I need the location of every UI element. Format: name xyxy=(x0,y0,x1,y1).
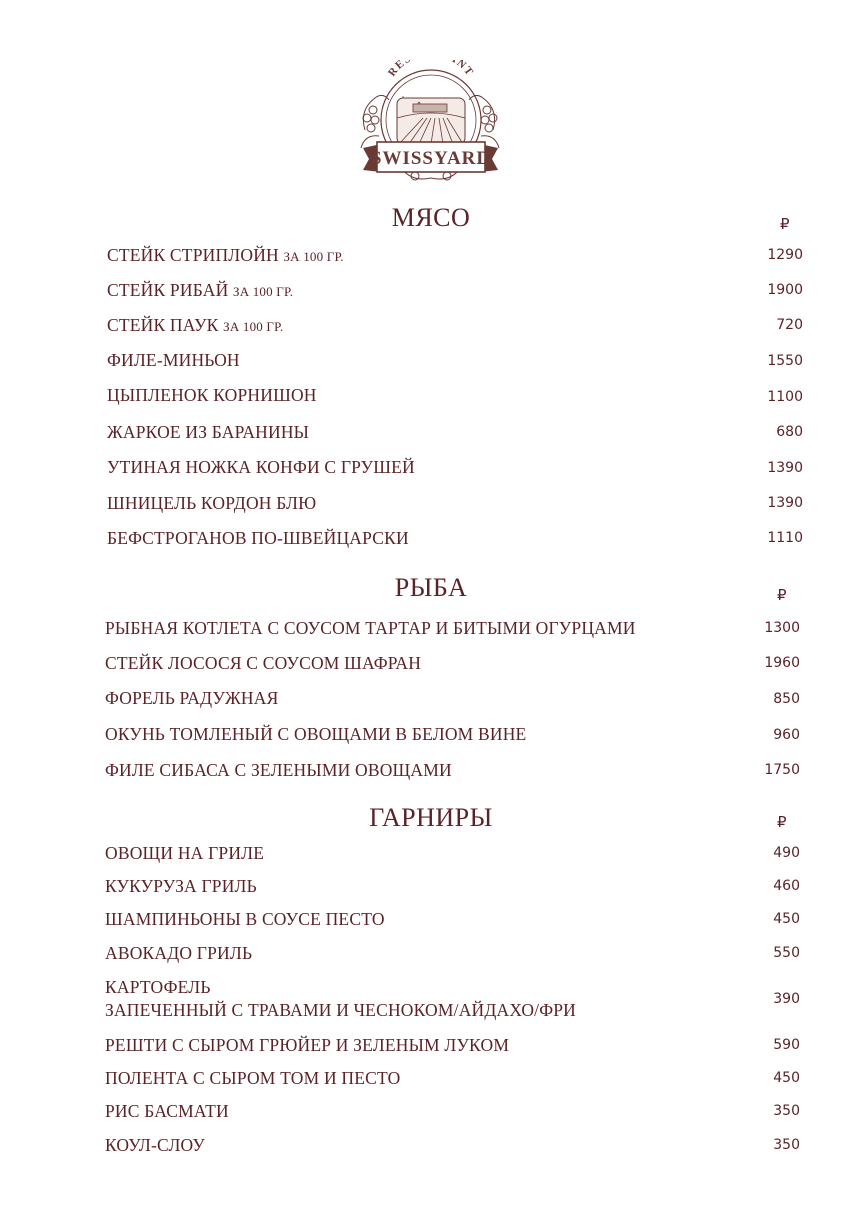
logo-top-text: RE NT xyxy=(386,60,476,79)
item-price: 1550 xyxy=(767,353,803,369)
list-item: АВОКАДО ГРИЛЬ xyxy=(105,943,253,963)
item-price: 1300 xyxy=(764,620,800,636)
list-item: ШАМПИНЬОНЫ В СОУСЕ ПЕСТО xyxy=(105,909,385,929)
list-item: РЕШТИ С СЫРОМ ГРЮЙЕР И ЗЕЛЕНЫМ ЛУКОМ xyxy=(105,1035,510,1055)
item-price: 1100 xyxy=(767,389,803,405)
list-item: ОКУНЬ ТОМЛЕНЫЙ С ОВОЩАМИ В БЕЛОМ ВИНЕ xyxy=(105,724,527,744)
item-price: 1390 xyxy=(767,495,803,511)
list-item: ЦЫПЛЕНОК КОРНИШОН xyxy=(107,385,317,405)
item-price: 460 xyxy=(773,878,800,894)
list-item: ЖАРКОЕ ИЗ БАРАНИНЫ xyxy=(107,422,310,442)
item-price: 1750 xyxy=(764,762,800,778)
section-title-sides: ГАРНИРЫ xyxy=(369,803,493,832)
list-item: СТЕЙК СТРИПЛОЙН ЗА 100 ГР. xyxy=(107,245,344,265)
list-item: ПОЛЕНТА С СЫРОМ ТОМ И ПЕСТО xyxy=(105,1068,401,1088)
item-price: 1960 xyxy=(764,655,800,671)
item-price: 490 xyxy=(773,845,800,861)
list-item: СТЕЙК ПАУК ЗА 100 ГР. xyxy=(107,315,284,335)
item-price: 1900 xyxy=(767,282,803,298)
list-item: ФИЛЕ-МИНЬОН xyxy=(107,350,240,370)
logo-brand-text: SWISSYARD xyxy=(370,148,492,169)
currency-symbol: ₽ xyxy=(777,813,787,831)
list-item: КУКУРУЗА ГРИЛЬ xyxy=(105,876,257,896)
list-item: УТИНАЯ НОЖКА КОНФИ С ГРУШЕЙ xyxy=(107,457,415,477)
currency-symbol: ₽ xyxy=(777,586,787,604)
item-price: 1110 xyxy=(767,530,803,546)
list-item: РЫБНАЯ КОТЛЕТА С СОУСОМ ТАРТАР И БИТЫМИ ОГУРЦАМИ xyxy=(105,618,636,638)
restaurant-logo xyxy=(353,60,508,190)
list-item: СТЕЙК ЛОСОСЯ С СОУСОМ ШАФРАН xyxy=(105,653,422,673)
list-item: СТЕЙК РИБАЙ ЗА 100 ГР. xyxy=(107,280,294,300)
item-price: 1290 xyxy=(767,247,803,263)
list-item: БЕФСТРОГАНОВ ПО-ШВЕЙЦАРСКИ xyxy=(107,528,409,548)
list-item: ФОРЕЛЬ РАДУЖНАЯ xyxy=(105,688,279,708)
item-price: 1390 xyxy=(767,460,803,476)
item-price: 450 xyxy=(773,911,800,927)
list-item: ШНИЦЕЛЬ КОРДОН БЛЮ xyxy=(107,493,317,513)
section-title-meat: МЯСО xyxy=(391,203,471,232)
item-price: 350 xyxy=(773,1103,800,1119)
item-price: 450 xyxy=(773,1070,800,1086)
list-item: ФИЛЕ СИБАСА С ЗЕЛЕНЫМИ ОВОЩАМИ xyxy=(105,760,452,780)
list-item: ОВОЩИ НА ГРИЛЕ xyxy=(105,843,265,863)
list-item: РИС БАСМАТИ xyxy=(105,1101,229,1121)
item-price: 960 xyxy=(773,727,800,743)
list-item: КАРТОФЕЛЬ ЗАПЕЧЕННЫЙ С ТРАВАМИ И ЧЕСНОКОМ/АЙДАХО/ФРИ xyxy=(105,977,577,1020)
item-price: 850 xyxy=(773,691,800,707)
item-price: 720 xyxy=(776,317,803,333)
item-price: 550 xyxy=(773,945,800,961)
logo-emblem xyxy=(353,60,508,190)
item-price: 590 xyxy=(773,1037,800,1053)
currency-symbol: ₽ xyxy=(780,215,790,233)
item-price: 390 xyxy=(773,991,800,1007)
list-item: КОУЛ-СЛОУ xyxy=(105,1135,205,1155)
section-title-fish: РЫБА xyxy=(394,573,468,602)
item-price: 350 xyxy=(773,1137,800,1153)
item-price: 680 xyxy=(776,424,803,440)
